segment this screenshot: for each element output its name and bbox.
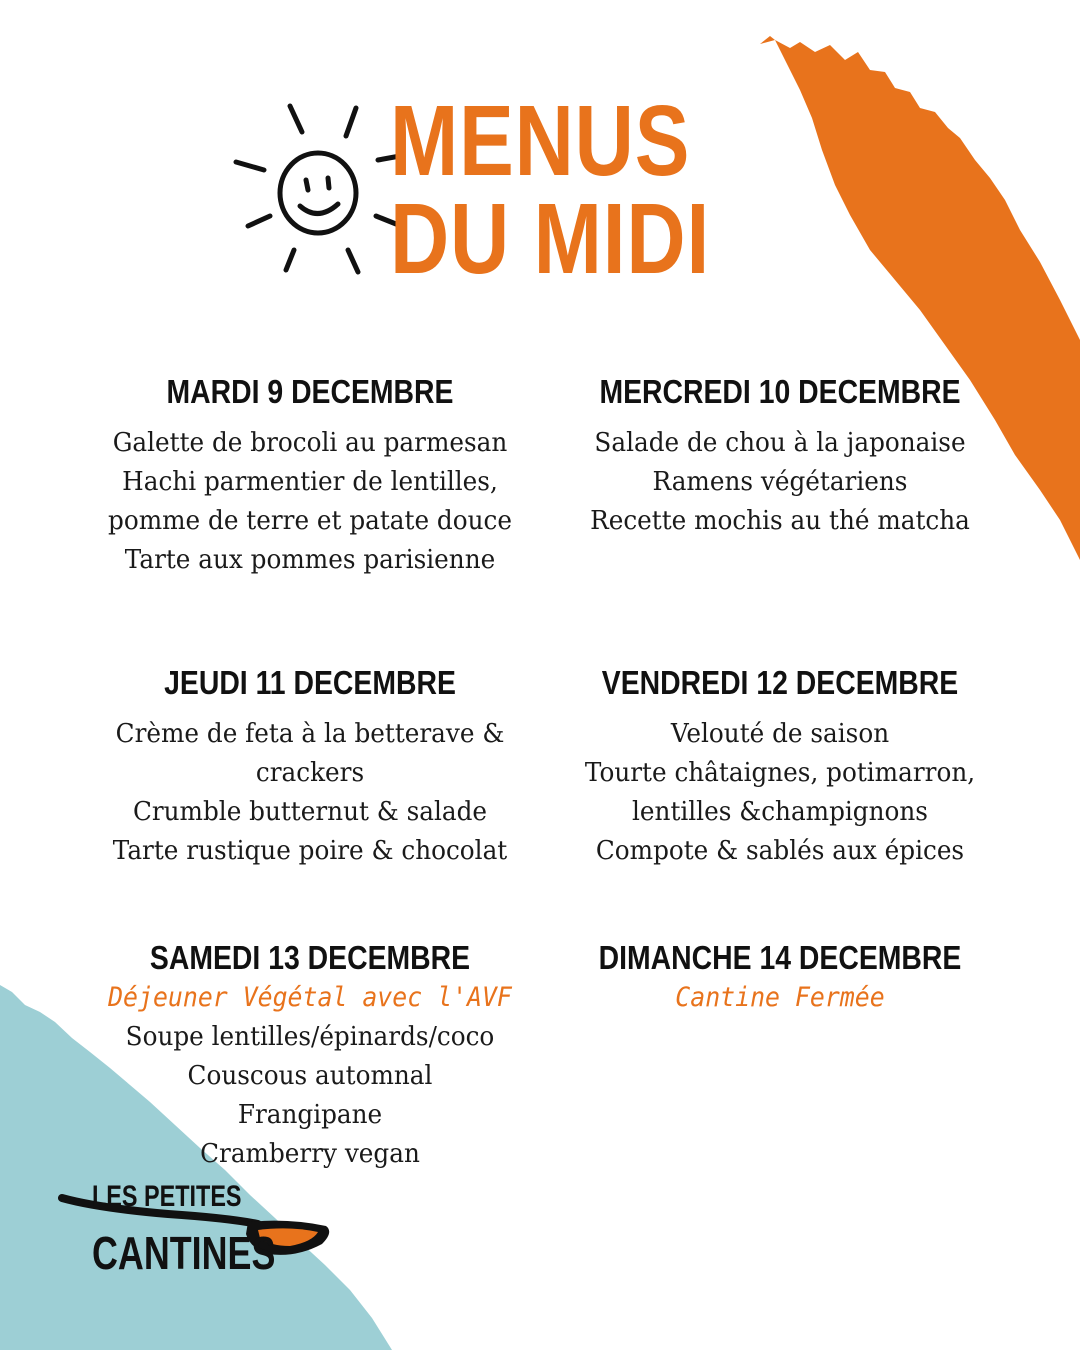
title-line-2: DU MIDI [390, 183, 711, 295]
menu-item: Crème de feta à la betterave & [115, 719, 505, 749]
menu-item: crackers [255, 758, 365, 788]
menu-item: Frangipane [237, 1100, 383, 1130]
day-heading: MERCREDI 10 DECEMBRE [599, 373, 961, 410]
menu-item: Cramberry vegan [200, 1139, 420, 1169]
menu-item: Tarte rustique poire & chocolat [112, 836, 508, 866]
day-block-mercredi [545, 372, 1015, 541]
menu-item: Recette mochis au thé matcha [590, 506, 970, 536]
day-heading: MARDI 9 DECEMBRE [166, 373, 454, 410]
menu-item: Compote & sablés aux épices [595, 836, 965, 866]
day-heading: VENDREDI 12 DECEMBRE [601, 664, 959, 701]
menu-item: pomme de terre et patate douce [108, 506, 512, 536]
menu-item: Couscous automnal [187, 1061, 433, 1091]
day-block-vendredi [545, 663, 1015, 871]
smiling-sun-icon [228, 98, 403, 283]
menu-item: Salade de chou à la japonaise [594, 428, 966, 458]
title-line-1: MENUS [390, 85, 691, 197]
day-block-jeudi [75, 663, 545, 871]
day-heading: DIMANCHE 14 DECEMBRE [598, 939, 962, 976]
les-petites-cantines-logo [58, 1178, 348, 1288]
menu-item: Velouté de saison [670, 719, 890, 749]
day-subtitle: Cantine Fermée [675, 982, 885, 1013]
day-block-samedi [75, 938, 545, 1174]
menu-item: Ramens végétariens [652, 467, 908, 497]
day-heading: JEUDI 11 DECEMBRE [164, 664, 456, 701]
menu-item: Crumble butternut & salade [132, 797, 488, 827]
menu-item: Tarte aux pommes parisienne [124, 545, 496, 575]
page-title [390, 85, 711, 295]
menu-item: Soupe lentilles/épinards/coco [125, 1022, 495, 1052]
day-block-dimanche [545, 938, 1015, 1018]
logo-line-1: LES PETITES [92, 1180, 242, 1213]
logo-line-2: CANTINES [92, 1227, 276, 1279]
day-block-mardi [75, 372, 545, 580]
menu-item: Hachi parmentier de lentilles, [122, 467, 498, 497]
day-subtitle: Déjeuner Végétal avec l'AVF [108, 982, 512, 1013]
menu-item: Tourte châtaignes, potimarron, [584, 758, 976, 788]
menu-item: lentilles &champignons [632, 797, 928, 827]
day-heading: SAMEDI 13 DECEMBRE [149, 939, 471, 976]
menu-item: Galette de brocoli au parmesan [112, 428, 508, 458]
